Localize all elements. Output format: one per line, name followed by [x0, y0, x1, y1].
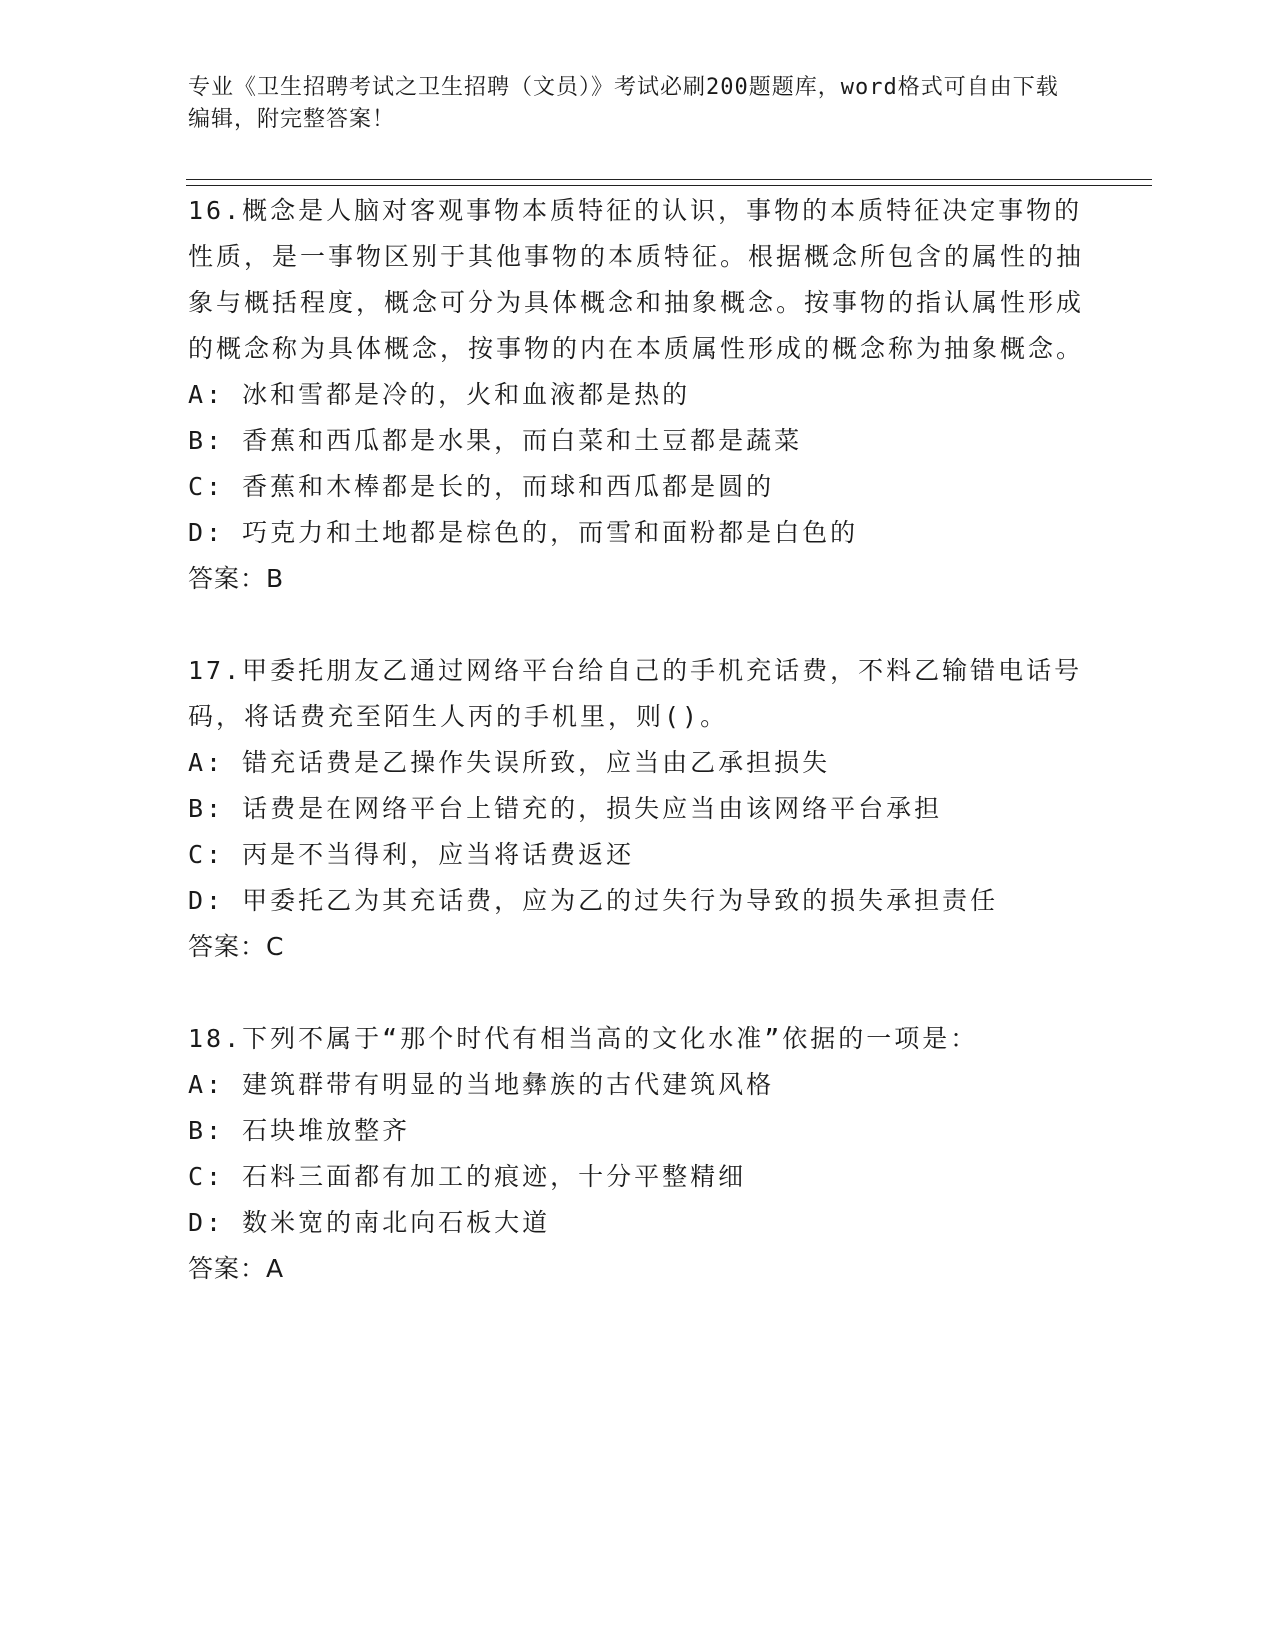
- header-divider: [186, 179, 1152, 186]
- question-17: [188, 648, 1088, 970]
- question-stem: 18.下列不属于“那个时代有相当高的文化水准”依据的一项是：: [188, 1024, 979, 1053]
- option-a: A: 建筑群带有明显的当地彝族的古代建筑风格: [188, 1070, 775, 1099]
- option-d: D: 数米宽的南北向石板大道: [188, 1208, 551, 1237]
- answer-label: 答案：C: [188, 932, 285, 961]
- option-b: B: 话费是在网络平台上错充的，损失应当由该网络平台承担: [188, 794, 943, 823]
- option-c: C: 石料三面都有加工的痕迹，十分平整精细: [188, 1162, 747, 1191]
- option-c: C: 香蕉和木棒都是长的，而球和西瓜都是圆的: [188, 472, 775, 501]
- question-stem: 17.甲委托朋友乙通过网络平台给自己的手机充话费，不料乙输错电话号码，将话费充至陌生人丙的手机里，则()。: [188, 656, 1083, 731]
- option-a: A: 冰和雪都是冷的，火和血液都是热的: [188, 380, 691, 409]
- answer-label: 答案：B: [188, 564, 285, 593]
- question-18: [188, 1016, 1088, 1292]
- option-a: A: 错充话费是乙操作失误所致，应当由乙承担损失: [188, 748, 831, 777]
- document-header: 专业《卫生招聘考试之卫生招聘（文员）》考试必刷200题题库，word格式可自由下载编辑，附完整答案！: [188, 75, 1059, 132]
- question-16: [188, 188, 1088, 602]
- question-list: [188, 188, 1088, 1292]
- option-b: B: 石块堆放整齐: [188, 1116, 411, 1145]
- option-c: C: 丙是不当得利，应当将话费返还: [188, 840, 635, 869]
- option-b: B: 香蕉和西瓜都是水果，而白菜和土豆都是蔬菜: [188, 426, 803, 455]
- option-d: D: 甲委托乙为其充话费，应为乙的过失行为导致的损失承担责任: [188, 886, 999, 915]
- answer-label: 答案：A: [188, 1254, 285, 1283]
- question-stem: 16.概念是人脑对客观事物本质特征的认识，事物的本质特征决定事物的性质，是一事物区别于其他事物的本质特征。根据概念所包含的属性的抽象与概括程度，概念可分为具体概念和抽象概念。按事物的指认属性形成的概念称为具体概念，按事物的内在本质属性形成的概念称为抽象概念。: [188, 196, 1085, 363]
- option-d: D: 巧克力和土地都是棕色的，而雪和面粉都是白色的: [188, 518, 859, 547]
